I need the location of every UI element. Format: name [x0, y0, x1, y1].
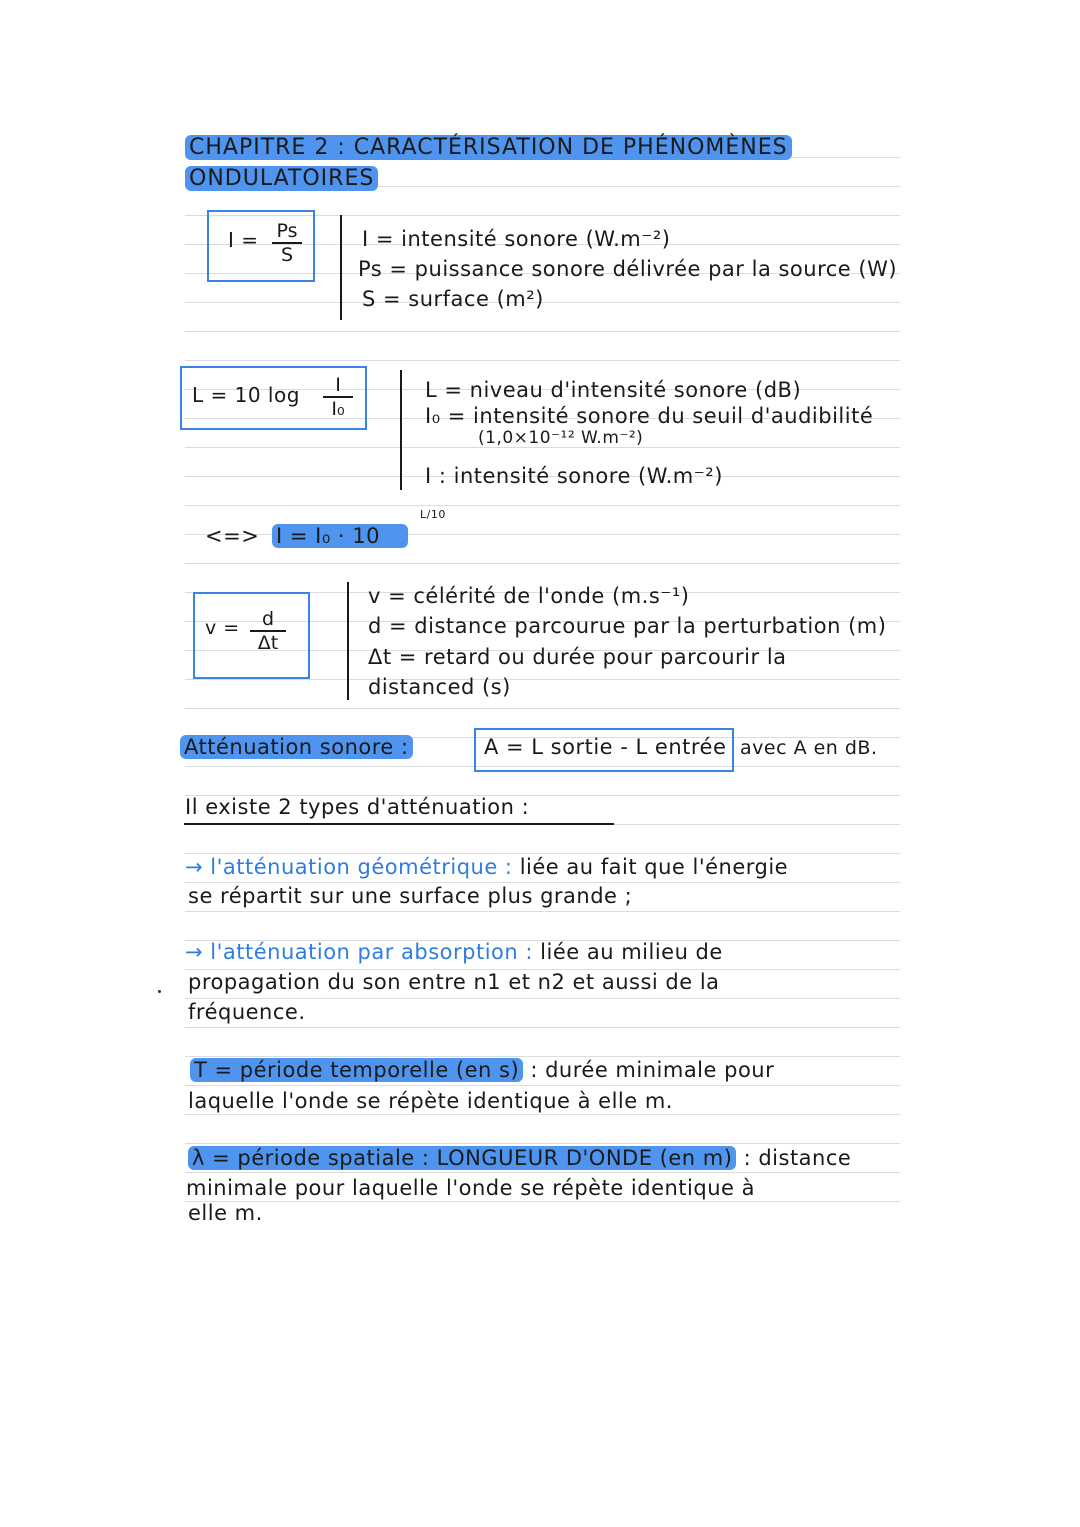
wavelength-line-1: [188, 1146, 851, 1170]
speed-def-1: v = célérité de l'onde (m.s⁻¹): [368, 584, 690, 608]
attenuation-label-text: Atténuation sonore :: [180, 735, 413, 759]
speed-def-3: Δt = retard ou durée pour parcourir la: [368, 645, 787, 669]
absorption-text-1: liée au milieu de: [540, 940, 723, 964]
ruled-line: [185, 998, 900, 999]
ruled-line: [185, 1172, 900, 1173]
separator-line: [347, 582, 349, 700]
ruled-line: [185, 1027, 900, 1028]
intensity-formula-num: Ps: [272, 220, 302, 244]
types-heading: Il existe 2 types d'atténuation :: [185, 795, 530, 819]
ruled-line: [185, 853, 900, 854]
chapter-title-line2: ONDULATOIRES: [185, 166, 378, 191]
level-def-1: L = niveau d'intensité sonore (dB): [425, 378, 802, 402]
period-text-2: laquelle l'onde se répète identique à elle m.: [188, 1089, 673, 1113]
ruled-line: [185, 505, 900, 506]
absorption-text-2: propagation du son entre n1 et n2 et aussi de la: [188, 970, 720, 994]
ruled-line: [185, 1085, 900, 1086]
stray-dot: [158, 990, 161, 993]
equivalence-expression: [272, 524, 408, 548]
wavelength-text-1: : distance: [743, 1146, 852, 1170]
intensity-def-1: I = intensité sonore (W.m⁻²): [362, 227, 671, 251]
intensity-formula-fraction: [272, 220, 302, 266]
wavelength-text-3: elle m.: [188, 1201, 263, 1225]
geometric-text-1: liée au fait que l'énergie: [519, 855, 789, 879]
absorption-text-3: fréquence.: [188, 1000, 306, 1024]
ruled-line: [185, 1114, 900, 1115]
ruled-line: [185, 1056, 900, 1057]
speed-formula-den: Δt: [257, 632, 279, 654]
level-def-3: (1,0×10⁻¹² W.m⁻²): [478, 428, 644, 448]
geometric-line-1: [185, 855, 788, 879]
ruled-line: [185, 882, 900, 883]
intensity-def-2: Ps = puissance sonore délivrée par la source (W): [358, 257, 898, 281]
intensity-formula-lhs: I =: [228, 228, 259, 252]
ruled-line: [185, 563, 900, 564]
ruled-line: [185, 708, 900, 709]
absorption-line-1: [185, 940, 723, 964]
geometric-label: → l'atténuation géométrique :: [185, 855, 513, 879]
level-formula-den: I₀: [331, 398, 345, 420]
separator-line: [340, 215, 342, 320]
equivalence-arrow: <=>: [205, 524, 260, 548]
chapter-title-line1: CHAPITRE 2 : CARACTÉRISATION DE PHÉNOMÈNES: [185, 135, 792, 160]
wavelength-text-2: minimale pour laquelle l'onde se répète identique à: [186, 1176, 755, 1200]
ruled-line: [185, 679, 900, 680]
attenuation-suffix: avec A en dB.: [740, 737, 878, 759]
ruled-line: [185, 1143, 900, 1144]
attenuation-label: [180, 735, 413, 759]
absorption-label: → l'atténuation par absorption :: [185, 940, 533, 964]
speed-formula-lhs: v =: [205, 617, 240, 639]
level-def-4: I : intensité sonore (W.m⁻²): [425, 464, 723, 488]
chapter-title-2: [185, 166, 378, 191]
level-formula-fraction: [323, 374, 353, 420]
chapter-title: [185, 135, 792, 160]
level-formula-num: I: [323, 374, 353, 398]
level-def-2: I₀ = intensité sonore du seuil d'audibilité: [425, 404, 874, 428]
types-heading-underline: [184, 823, 614, 825]
equivalence-exponent: L/10: [420, 508, 446, 521]
separator-line: [400, 370, 402, 490]
speed-formula-fraction: [250, 608, 286, 654]
attenuation-formula: A = L sortie - L entrée: [484, 735, 727, 759]
speed-def-4: distanced (s): [368, 675, 511, 699]
intensity-formula-den: S: [280, 244, 294, 266]
period-text-1: : durée minimale pour: [530, 1058, 775, 1082]
period-label: T = période temporelle (en s): [190, 1058, 523, 1082]
period-line-1: [190, 1058, 774, 1082]
level-formula-lhs: L = 10 log: [192, 383, 300, 407]
ruled-line: [185, 1201, 900, 1202]
ruled-line: [185, 911, 900, 912]
equivalence-expr-text: I = I₀ · 10: [272, 524, 408, 548]
ruled-line: [185, 360, 900, 361]
geometric-text-2: se répartit sur une surface plus grande ;: [188, 884, 633, 908]
wavelength-label: λ = période spatiale : LONGUEUR D'ONDE (en m): [188, 1146, 736, 1170]
speed-formula-num: d: [250, 608, 286, 632]
intensity-def-3: S = surface (m²): [362, 287, 544, 311]
ruled-line: [185, 331, 900, 332]
speed-def-2: d = distance parcourue par la perturbation (m): [368, 614, 887, 638]
